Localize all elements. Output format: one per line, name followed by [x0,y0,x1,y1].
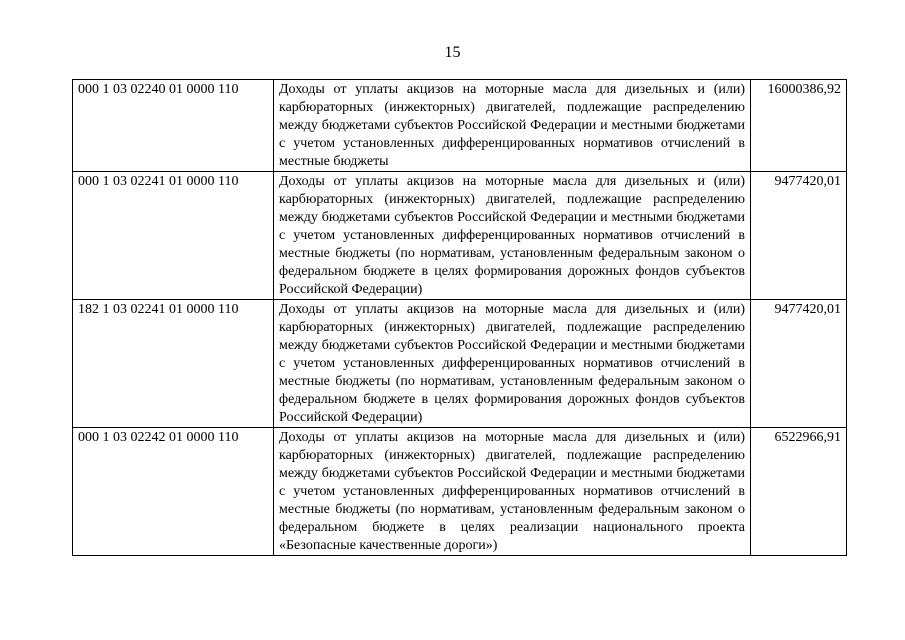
table-row [73,428,847,556]
budget-classification-code: 000 1 03 02241 01 0000 110 [73,172,274,300]
page-number: 15 [444,44,461,61]
table-row [73,172,847,300]
revenue-description: Доходы от уплаты акцизов на моторные масла для дизельных и (или) карбюраторных (инжекторных) двигателей, подлежащие распределению между бюджетами субъектов Российской Федерации и местными бюджетами с учетом установленных дифференцированных нормативов отчислений в местные бюджеты [274,80,751,172]
budget-revenue-table [72,79,847,556]
revenue-description: Доходы от уплаты акцизов на моторные масла для дизельных и (или) карбюраторных (инжекторных) двигателей, подлежащие распределению между бюджетами субъектов Российской Федерации и местными бюджетами с учетом установленных дифференцированных нормативов отчислений в местные бюджеты (по нормативам, установленным федеральным законом о федеральном бюджете в целях реализации национального проекта «Безопасные качественные дороги») [274,428,751,556]
budget-classification-code: 000 1 03 02242 01 0000 110 [73,428,274,556]
budget-classification-code: 000 1 03 02240 01 0000 110 [73,80,274,172]
revenue-description: Доходы от уплаты акцизов на моторные масла для дизельных и (или) карбюраторных (инжекторных) двигателей, подлежащие распределению между бюджетами субъектов Российской Федерации и местными бюджетами с учетом установленных дифференцированных нормативов отчислений в местные бюджеты (по нормативам, установленным федеральным законом о федеральном бюджете в целях формирования дорожных фондов субъектов Российской Федерации) [274,172,751,300]
budget-classification-code: 182 1 03 02241 01 0000 110 [73,300,274,428]
revenue-amount: 9477420,01 [751,172,847,300]
revenue-amount: 6522966,91 [751,428,847,556]
table-row [73,300,847,428]
revenue-amount: 9477420,01 [751,300,847,428]
revenue-amount: 16000386,92 [751,80,847,172]
revenue-description: Доходы от уплаты акцизов на моторные масла для дизельных и (или) карбюраторных (инжекторных) двигателей, подлежащие распределению между бюджетами субъектов Российской Федерации и местными бюджетами с учетом установленных дифференцированных нормативов отчислений в местные бюджеты (по нормативам, установленным федеральным законом о федеральном бюджете в целях формирования дорожных фондов субъектов Российской Федерации) [274,300,751,428]
table-row [73,80,847,172]
